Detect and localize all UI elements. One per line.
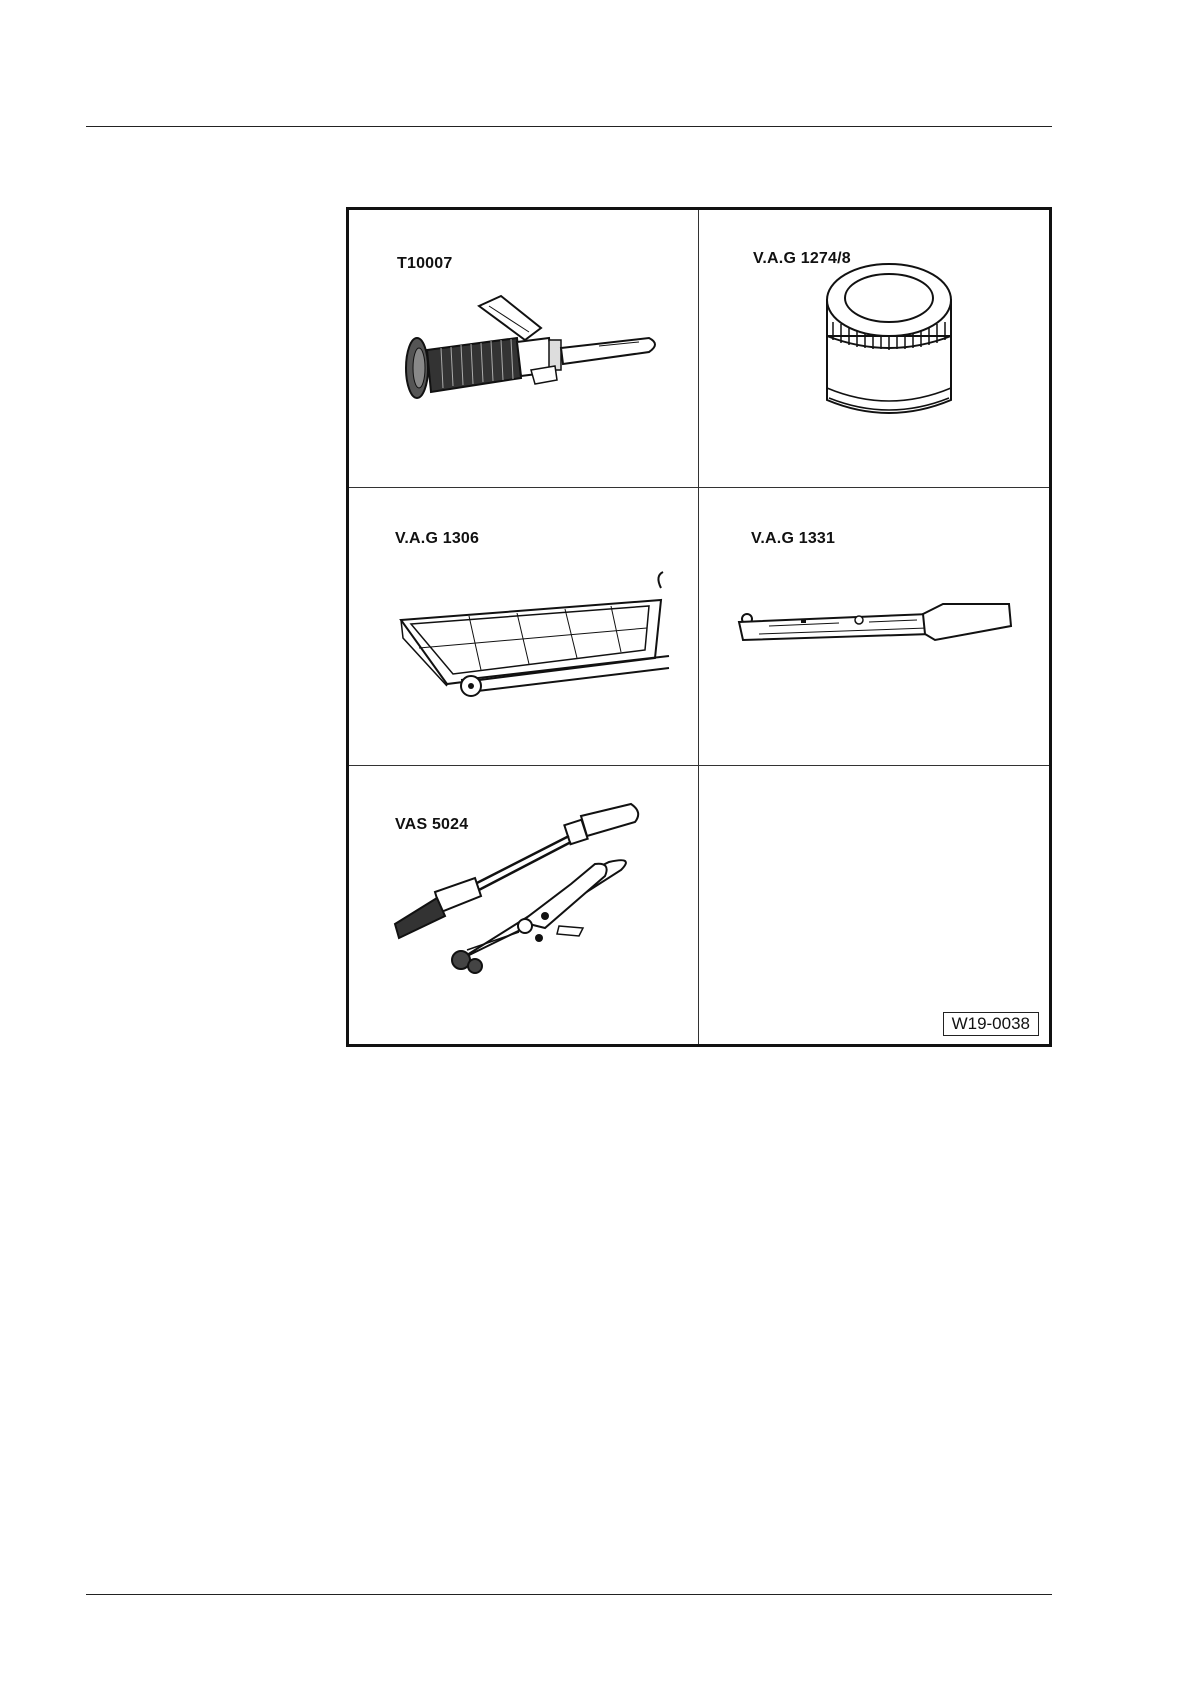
tool-cell-empty: [699, 766, 1049, 1044]
drip-tray-icon: [349, 488, 699, 768]
adapter-cap-icon: [699, 210, 1049, 490]
tool-label: V.A.G 1306: [395, 530, 480, 547]
hose-clip-pliers-icon: [349, 766, 699, 1046]
tool-cell-t10007: [349, 210, 699, 488]
tool-cell-vas5024: [349, 766, 699, 1044]
special-tools-grid: [346, 207, 1052, 1047]
tool-label: V.A.G 1274/8: [753, 250, 851, 267]
torque-wrench-icon: [699, 488, 1049, 768]
tool-label: V.A.G 1331: [751, 530, 836, 547]
figure-reference: W19-0038: [943, 1012, 1039, 1036]
tool-cell-vag1306: [349, 488, 699, 766]
tool-cell-vag1274-8: [699, 210, 1049, 488]
footer-rule: [86, 1594, 1052, 1595]
tool-cell-vag1331: [699, 488, 1049, 766]
refractometer-icon: [349, 210, 699, 490]
tool-label: T10007: [397, 255, 453, 272]
tool-label: VAS 5024: [395, 816, 469, 833]
header-rule: [86, 126, 1052, 127]
